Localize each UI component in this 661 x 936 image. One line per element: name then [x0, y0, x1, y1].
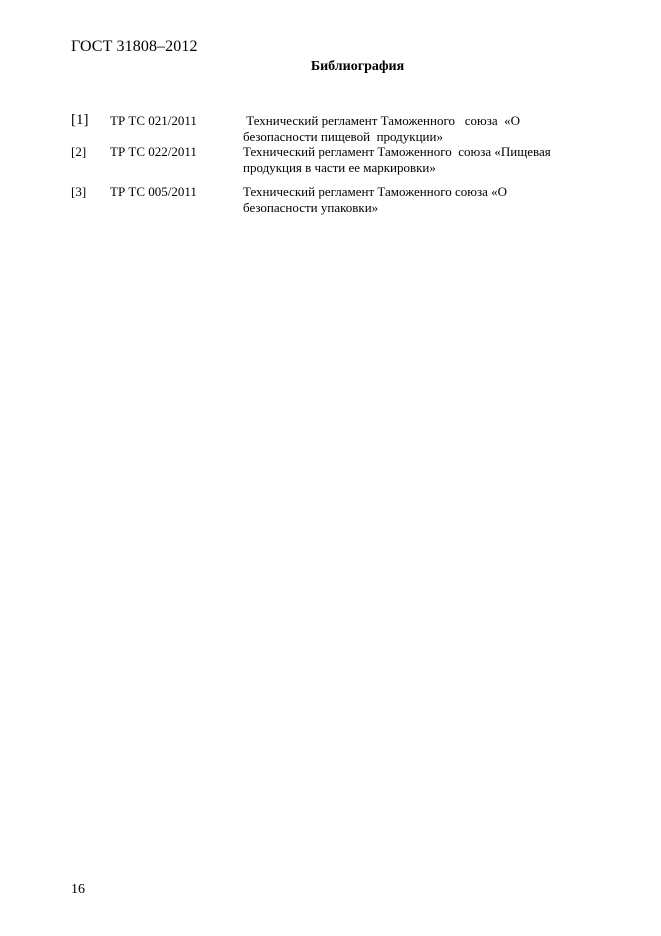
- entry-text: [243, 144, 583, 176]
- entry-text-line: Технический регламент Таможенного союза «О: [243, 184, 507, 199]
- entry-text: [243, 113, 583, 145]
- entry-code: ТР ТС 022/2011: [110, 144, 197, 159]
- entry-number: [2]: [71, 144, 87, 159]
- entry-text-line: безопасности упаковки»: [243, 200, 379, 215]
- entry-number: [1]: [71, 112, 89, 128]
- entry-text: [243, 184, 583, 216]
- entry-text-line: продукция в части ее маркировки»: [243, 160, 436, 175]
- bibliography-title: Библиография: [310, 59, 405, 74]
- entry-text-line: Технический регламент Таможенного союза «Пищевая: [243, 144, 551, 159]
- standard-header: ГОСТ 31808–2012: [71, 38, 198, 55]
- page-number: 16: [71, 882, 85, 897]
- entry-number: [3]: [71, 184, 87, 199]
- entry-code: ТР ТС 005/2011: [110, 184, 197, 199]
- entry-text-line: Технический регламент Таможенного союза «О: [243, 113, 520, 128]
- entry-text-line: безопасности пищевой продукции»: [243, 129, 443, 144]
- entry-code: ТР ТС 021/2011: [110, 113, 197, 128]
